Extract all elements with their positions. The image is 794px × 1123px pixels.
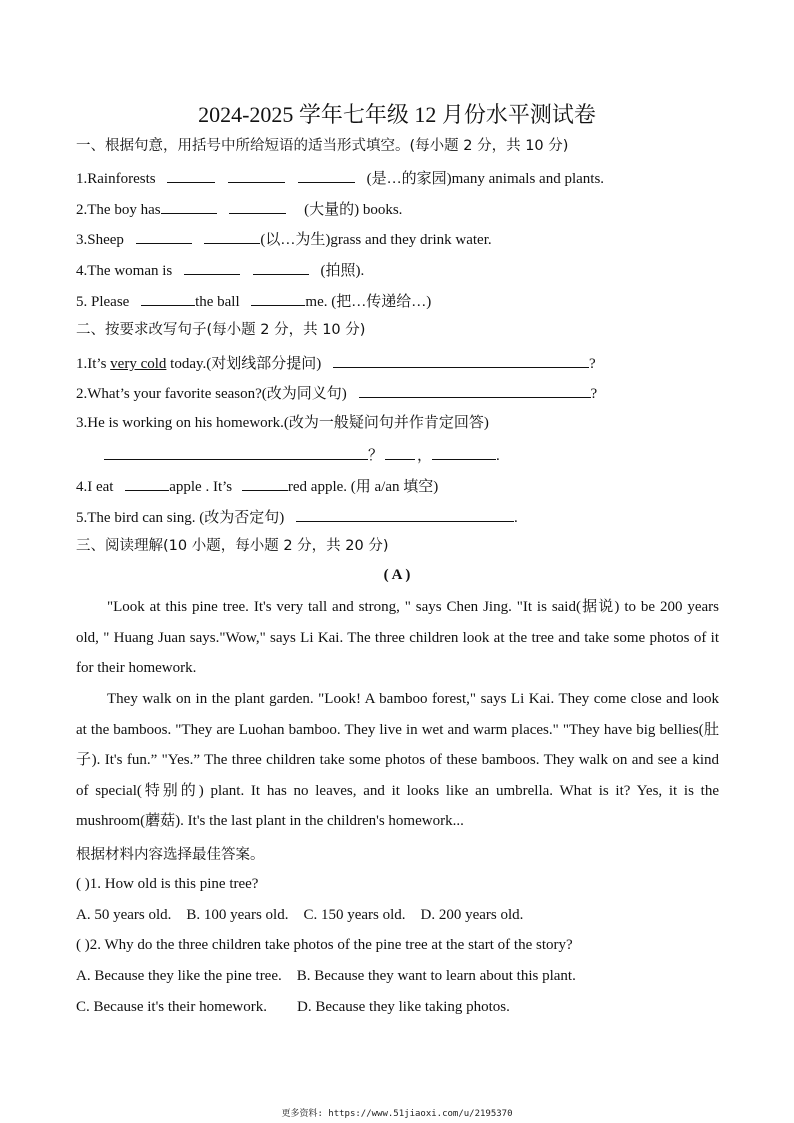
question-1-stem: ( )1. How old is this pine tree? xyxy=(76,876,259,892)
q2-3-answer xyxy=(104,444,500,466)
q2-3 xyxy=(76,413,489,433)
blank[interactable] xyxy=(253,259,309,275)
blank[interactable] xyxy=(242,475,288,491)
q2-1-underlined: very cold xyxy=(110,356,167,372)
answer-line[interactable] xyxy=(385,444,415,460)
blank[interactable] xyxy=(161,198,217,214)
q2-1 xyxy=(76,352,596,374)
q2-3-text: 3.He is working on his homework.(改为一般疑问句并作肯定回答) xyxy=(76,415,489,431)
blank[interactable] xyxy=(167,167,215,183)
q2-4 xyxy=(76,475,438,497)
blank[interactable] xyxy=(125,475,169,491)
q1-4-text: 4.The woman is xyxy=(76,263,173,279)
footer-link[interactable]: 更多资料: https://www.51jiaoxi.com/u/2195370 xyxy=(281,1109,513,1119)
q2-2-text: 2.What’s your favorite season?(改为同义句) xyxy=(76,386,347,402)
q1-5-text-b: the ball xyxy=(195,294,240,310)
blank[interactable] xyxy=(251,290,305,306)
blank[interactable] xyxy=(228,167,285,183)
q2-5-end: . xyxy=(514,510,518,526)
passage-paragraph-2: They walk on in the plant garden. "Look! A bamboo forest," says Li Kai. They come close and look at the bamboos. "They are Luohan bamboo. They live in wet and warm places." "They have big bellies(肚子). It's fun.” "Yes.” The three children take some photos of these bamboos. They walk on and see a kind of special(特别的) plant. It has no leaves, and it looks like an umbrella. What is it? Yes, it is the mushroom(蘑菇). It's the last plant in the children's homework... xyxy=(76,691,719,829)
blank[interactable] xyxy=(136,228,192,244)
answer-line[interactable] xyxy=(359,382,591,398)
blank[interactable] xyxy=(184,259,240,275)
q2-3-qmark: ？ xyxy=(368,448,384,464)
q2-5-text: 5.The bird can sing. (改为否定句) xyxy=(76,510,285,526)
question-2-options-cd: C. Because it's their homework. D. Because they like taking photos. xyxy=(76,999,510,1015)
q1-3-text: 3.Sheep xyxy=(76,232,124,248)
answer-line[interactable] xyxy=(104,444,368,460)
q1-2-hint: (大量的) books. xyxy=(304,202,403,218)
passage-label: ( A ) xyxy=(383,567,411,583)
blank[interactable] xyxy=(204,228,260,244)
q2-1-end: ? xyxy=(589,356,596,372)
blank[interactable] xyxy=(141,290,195,306)
q1-5-hint: me. (把…传递给…) xyxy=(305,294,432,310)
question-2-stem: ( )2. Why do the three children take photos of the pine tree at the start of the story? xyxy=(76,937,573,953)
q2-1-text: 1.It’s xyxy=(76,356,111,372)
passage-paragraph-1: "Look at this pine tree. It's very tall and strong, " says Chen Jing. "It is said(据说) to be 200 years old, " Huang Juan says."Wow," says Li Kai. The three children look at the tree and take some photos of it for their homework. xyxy=(76,599,719,676)
q2-3-comma: ， xyxy=(417,448,433,464)
q1-2-text: 2.The boy has xyxy=(76,202,161,218)
q1-1 xyxy=(76,167,604,189)
q1-5 xyxy=(76,290,431,312)
q2-2 xyxy=(76,382,597,404)
page-title: 2024-2025 学年七年级 12 月份水平测试卷 xyxy=(198,102,596,127)
instruction: 根据材料内容选择最佳答案。 xyxy=(76,847,265,863)
q1-2 xyxy=(76,198,402,220)
q1-4 xyxy=(76,259,364,281)
q1-1-hint: (是…的家园)many animals and plants. xyxy=(366,171,605,187)
q1-3-hint: (以…为生)grass and they drink water. xyxy=(260,232,492,248)
answer-line[interactable] xyxy=(296,506,514,522)
q2-3-end: . xyxy=(496,448,500,464)
section-two-heading: 二、按要求改写句子(每小题 2 分，共 10 分) xyxy=(76,322,366,338)
question-1-options: A. 50 years old. B. 100 years old. C. 150 years old. D. 200 years old. xyxy=(76,907,524,923)
q2-5 xyxy=(76,506,518,528)
blank[interactable] xyxy=(298,167,355,183)
q2-4-hint: red apple. (用 a/an 填空) xyxy=(287,479,439,495)
q1-5-text: 5. Please xyxy=(76,294,130,310)
q1-4-hint: (拍照). xyxy=(320,263,365,279)
question-2-options-ab: A. Because they like the pine tree. B. Because they want to learn about this plant. xyxy=(76,968,576,984)
section-one-heading: 一、根据句意，用括号中所给短语的适当形式填空。(每小题 2 分，共 10 分) xyxy=(76,138,569,154)
answer-line[interactable] xyxy=(333,352,589,368)
blank[interactable] xyxy=(229,198,286,214)
q2-1-text-b: today.(对划线部分提问) xyxy=(166,356,322,372)
q1-3 xyxy=(76,228,492,250)
section-three-heading: 三、阅读理解(10 小题，每小题 2 分，共 20 分) xyxy=(76,538,389,554)
q2-4-text: 4.I eat xyxy=(76,479,114,495)
q1-1-text: 1.Rainforests xyxy=(76,171,156,187)
answer-line[interactable] xyxy=(432,444,496,460)
q2-2-end: ? xyxy=(590,386,598,402)
q2-4-text-b: apple . It’s xyxy=(169,479,233,495)
